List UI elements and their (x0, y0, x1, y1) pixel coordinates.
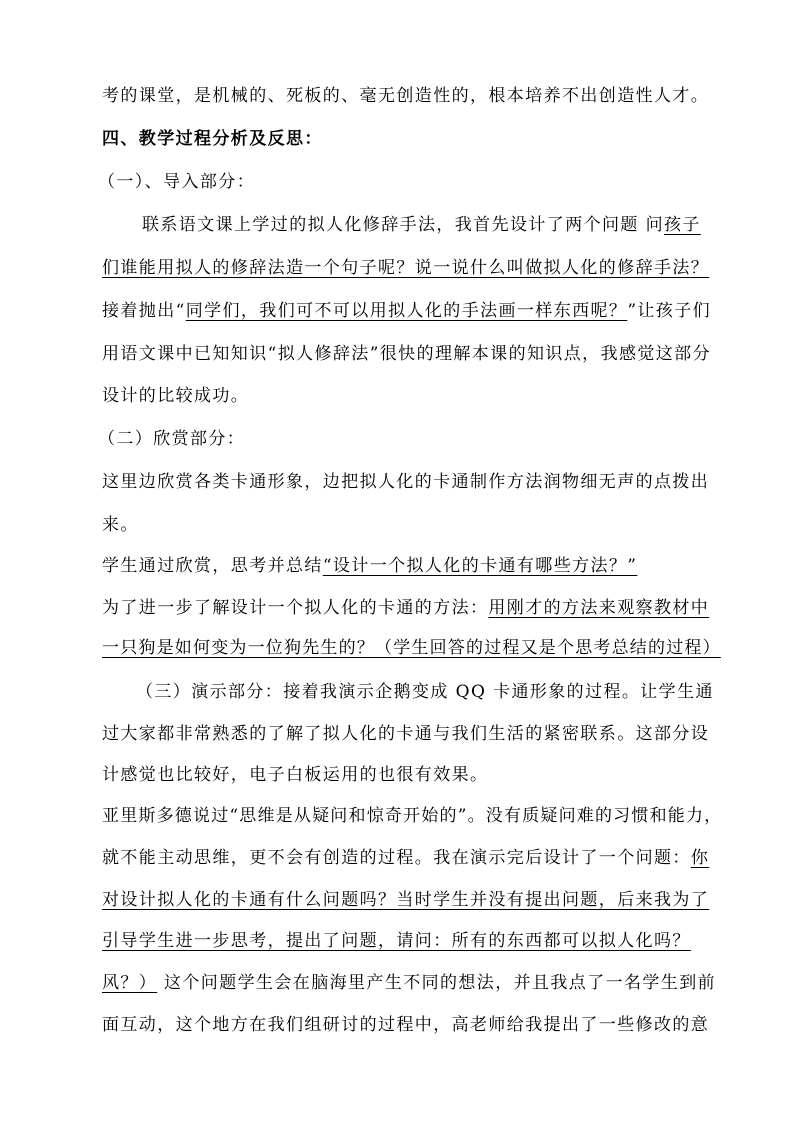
paragraph-line: 面互动，这个地方在我们组研讨的过程中，高老师给我提出了一些修改的意 (102, 1015, 710, 1035)
paragraph-line: 们谁能用拟人的修辞法造一个句子呢？说一说什么叫做拟人化的修辞手法？ (102, 258, 710, 278)
paragraph-line: 设计的比较成功。 (102, 386, 250, 406)
paragraph-line: 来。 (102, 515, 139, 535)
paragraph-line: 接着抛出“同学们，我们可不可以用拟人化的手法画一样东西呢？”让孩子们 (102, 301, 712, 321)
paragraph-line: 这里边欣赏各类卡通形象，边把拟人化的卡通制作方法润物细无声的点拨出 (102, 472, 710, 492)
paragraph-line: 一只狗是如何变为一位狗先生的？（学生回答的过程又是个思考总结的过程） (102, 638, 721, 658)
paragraph-line: 亚里斯多德说过“思维是从疑问和惊奇开始的”。没有质疑问难的习惯和能力， (102, 806, 723, 826)
paragraph-line: 计感觉也比较好，电子白板运用的也很有效果。 (102, 765, 489, 785)
paragraph-line: 过大家都非常熟悉的了解了拟人化的卡通与我们生活的紧密联系。这部分设 (102, 724, 710, 744)
paragraph-line: 风？） 这个问题学生会在脑海里产生不同的想法，并且我点了一名学生到前 (102, 973, 717, 993)
paragraph-line: 联系语文课上学过的拟人化修辞手法，我首先设计了两个问题 问孩子 (142, 215, 701, 235)
subsection-heading: （一）、导入部分： (98, 172, 256, 192)
section-heading: 四、教学过程分析及反思： (102, 129, 323, 149)
subsection-heading: （三）演示部分：接着我演示企鹅变成 QQ 卡通形象的过程。让学生通 (136, 682, 714, 702)
paragraph-line: 对设计拟人化的卡通有什么问题吗？当时学生并没有提出问题，后来我为了 (102, 890, 710, 910)
paragraph-line: 就不能主动思维，更不会有创造的过程。我在演示完后设计了一个问题：你 (102, 848, 710, 868)
paragraph-line: 学生通过欣赏，思考并总结“设计一个拟人化的卡通有哪些方法？” (102, 556, 638, 576)
paragraph-line: 考的课堂，是机械的、死板的、毫无创造性的，根本培养不出创造性人才。 (102, 86, 710, 106)
paragraph-line: 用语文课中已知知识“拟人修辞法”很快的理解本课的知识点，我感觉这部分 (102, 344, 711, 364)
subsection-heading: （二）欣赏部分： (98, 429, 246, 449)
paragraph-line: 为了进一步了解设计一个拟人化的卡通的方法：用刚才的方法来观察教材中 (102, 598, 710, 618)
paragraph-line: 引导学生进一步思考，提出了问题，请问：所有的东西都可以拟人化吗？ (102, 931, 691, 951)
